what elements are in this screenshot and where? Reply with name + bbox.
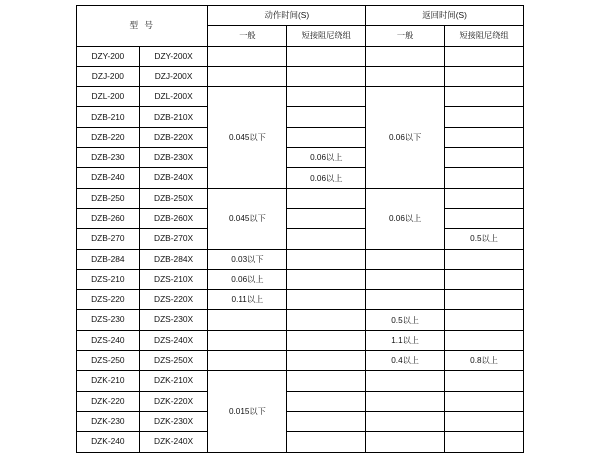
- cell-act-general: 0.045以下: [208, 87, 287, 188]
- table-row: [77, 148, 524, 168]
- cell-act-damping: [287, 330, 366, 350]
- cell-act-damping: [287, 391, 366, 411]
- cell-model-b: DZB-260X: [139, 208, 208, 228]
- cell-ret-damping: [445, 208, 524, 228]
- cell-ret-damping: 0.5以上: [445, 229, 524, 249]
- table-row: [77, 371, 524, 391]
- cell-model-b: DZL-200X: [139, 87, 208, 107]
- cell-model-b: DZK-240X: [139, 432, 208, 452]
- cell-ret-general: [366, 290, 445, 310]
- cell-act-damping: [287, 208, 366, 228]
- cell-act-damping: [287, 351, 366, 371]
- cell-act-damping: [287, 290, 366, 310]
- cell-ret-general: [366, 269, 445, 289]
- table-row: [77, 66, 524, 86]
- table-header: [77, 6, 524, 47]
- table-row: [77, 310, 524, 330]
- cell-model-b: DZB-250X: [139, 188, 208, 208]
- cell-ret-damping: [445, 290, 524, 310]
- cell-model-a: DZK-230: [77, 411, 140, 431]
- cell-model-b: DZB-230X: [139, 148, 208, 168]
- cell-model-a: DZB-210: [77, 107, 140, 127]
- cell-model-a: DZB-270: [77, 229, 140, 249]
- cell-model-a: DZB-260: [77, 208, 140, 228]
- cell-model-a: DZK-240: [77, 432, 140, 452]
- cell-ret-damping: [445, 66, 524, 86]
- cell-model-a: DZB-230: [77, 148, 140, 168]
- header-type: 型 号: [77, 6, 208, 47]
- table-row: [77, 208, 524, 228]
- cell-ret-damping: [445, 371, 524, 391]
- table-row: [77, 269, 524, 289]
- cell-ret-general: 0.5以上: [366, 310, 445, 330]
- cell-model-a: DZS-220: [77, 290, 140, 310]
- specification-table: [76, 5, 524, 453]
- cell-ret-damping: [445, 310, 524, 330]
- cell-act-general: 0.06以上: [208, 269, 287, 289]
- cell-model-b: DZK-230X: [139, 411, 208, 431]
- cell-model-a: DZB-284: [77, 249, 140, 269]
- cell-act-damping: [287, 229, 366, 249]
- cell-model-b: DZK-210X: [139, 371, 208, 391]
- cell-act-general: [208, 310, 287, 330]
- cell-model-a: DZB-220: [77, 127, 140, 147]
- cell-act-general: 0.03以下: [208, 249, 287, 269]
- cell-ret-general: [366, 249, 445, 269]
- cell-model-b: DZS-250X: [139, 351, 208, 371]
- cell-model-a: DZS-250: [77, 351, 140, 371]
- cell-model-b: DZS-210X: [139, 269, 208, 289]
- cell-ret-damping: [445, 269, 524, 289]
- cell-model-a: DZY-200: [77, 46, 140, 66]
- cell-model-a: DZB-250: [77, 188, 140, 208]
- cell-model-b: DZS-240X: [139, 330, 208, 350]
- cell-ret-general: 1.1以上: [366, 330, 445, 350]
- cell-act-damping: [287, 107, 366, 127]
- table-row: [77, 107, 524, 127]
- cell-act-damping: [287, 432, 366, 452]
- cell-ret-general: 0.06以下: [366, 87, 445, 188]
- cell-act-general: [208, 330, 287, 350]
- cell-ret-damping: 0.8以上: [445, 351, 524, 371]
- cell-ret-damping: [445, 432, 524, 452]
- cell-model-a: DZS-210: [77, 269, 140, 289]
- table-row: [77, 188, 524, 208]
- cell-ret-damping: [445, 188, 524, 208]
- cell-ret-damping: [445, 168, 524, 188]
- table-body: [77, 46, 524, 452]
- cell-act-damping: [287, 66, 366, 86]
- cell-ret-general: 0.06以上: [366, 188, 445, 249]
- cell-act-damping: [287, 269, 366, 289]
- cell-model-a: DZS-230: [77, 310, 140, 330]
- cell-model-a: DZS-240: [77, 330, 140, 350]
- cell-model-a: DZB-240: [77, 168, 140, 188]
- cell-model-b: DZY-200X: [139, 46, 208, 66]
- cell-act-general: 0.045以下: [208, 188, 287, 249]
- table-row: [77, 290, 524, 310]
- cell-ret-general: [366, 371, 445, 391]
- cell-ret-general: [366, 432, 445, 452]
- cell-ret-general: [366, 411, 445, 431]
- cell-model-a: DZK-220: [77, 391, 140, 411]
- cell-model-b: DZS-230X: [139, 310, 208, 330]
- header-return-damping: 短接阻尼绕组: [445, 26, 524, 46]
- cell-model-a: DZL-200: [77, 87, 140, 107]
- table-row: [77, 229, 524, 249]
- cell-act-general: [208, 46, 287, 66]
- table-row: [77, 330, 524, 350]
- cell-ret-damping: [445, 411, 524, 431]
- cell-ret-damping: [445, 46, 524, 66]
- cell-act-damping: [287, 87, 366, 107]
- cell-act-general: 0.11以上: [208, 290, 287, 310]
- cell-model-b: DZB-240X: [139, 168, 208, 188]
- cell-act-damping: [287, 371, 366, 391]
- cell-act-damping: [287, 188, 366, 208]
- cell-ret-general: [366, 46, 445, 66]
- cell-model-b: DZB-220X: [139, 127, 208, 147]
- cell-model-a: DZK-210: [77, 371, 140, 391]
- cell-ret-damping: [445, 391, 524, 411]
- table-row: [77, 432, 524, 452]
- cell-ret-general: [366, 66, 445, 86]
- cell-ret-general: [366, 391, 445, 411]
- cell-act-general: [208, 66, 287, 86]
- cell-act-damping: [287, 249, 366, 269]
- cell-act-general: 0.015以下: [208, 371, 287, 452]
- header-action-general: 一般: [208, 26, 287, 46]
- header-return-general: 一般: [366, 26, 445, 46]
- table-row: [77, 411, 524, 431]
- cell-ret-damping: [445, 127, 524, 147]
- cell-ret-general: 0.4以上: [366, 351, 445, 371]
- table-row: [77, 46, 524, 66]
- cell-ret-damping: [445, 148, 524, 168]
- cell-act-general: [208, 351, 287, 371]
- cell-model-b: DZS-220X: [139, 290, 208, 310]
- cell-ret-damping: [445, 87, 524, 107]
- cell-ret-damping: [445, 249, 524, 269]
- header-action-time: 动作时间(S): [208, 6, 366, 26]
- cell-act-damping: [287, 411, 366, 431]
- table-row: [77, 249, 524, 269]
- cell-model-b: DZB-284X: [139, 249, 208, 269]
- cell-ret-damping: [445, 330, 524, 350]
- cell-model-a: DZJ-200: [77, 66, 140, 86]
- cell-act-damping: 0.06以上: [287, 168, 366, 188]
- table-row: [77, 168, 524, 188]
- table-row: [77, 351, 524, 371]
- cell-model-b: DZK-220X: [139, 391, 208, 411]
- cell-act-damping: 0.06以上: [287, 148, 366, 168]
- cell-act-damping: [287, 127, 366, 147]
- cell-act-damping: [287, 310, 366, 330]
- header-return-time: 返回时间(S): [366, 6, 524, 26]
- cell-act-damping: [287, 46, 366, 66]
- table-row: [77, 127, 524, 147]
- cell-ret-damping: [445, 107, 524, 127]
- cell-model-b: DZB-270X: [139, 229, 208, 249]
- cell-model-b: DZB-210X: [139, 107, 208, 127]
- cell-model-b: DZJ-200X: [139, 66, 208, 86]
- header-row-groups: [77, 6, 524, 26]
- table-row: [77, 391, 524, 411]
- table-row: [77, 87, 524, 107]
- header-action-damping: 短接阻尼绕组: [287, 26, 366, 46]
